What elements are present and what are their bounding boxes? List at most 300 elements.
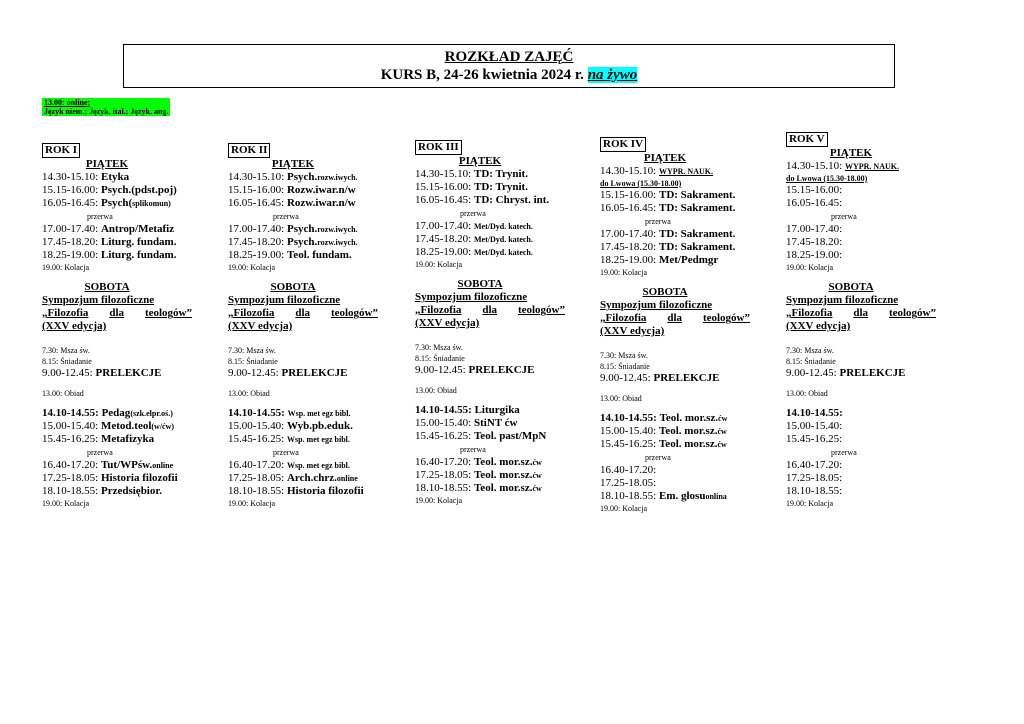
slot-time: 16.40-17.20: <box>228 459 285 471</box>
spacer <box>786 399 956 407</box>
slot-time: 18.10-18.55: <box>42 485 99 497</box>
slot-subject: Antrop/Metafiz <box>100 223 175 235</box>
slot-subject: Metafizyka <box>100 433 155 445</box>
lunch-label: 13.00: Obiad <box>415 386 457 395</box>
schedule-slot <box>228 184 398 197</box>
symposium-name <box>600 312 750 325</box>
slot-time: 14.10-14.55: <box>415 404 472 416</box>
supper-label: 19.00: Kolacja <box>228 263 276 272</box>
slot-time: 16.40-17.20: <box>786 459 843 471</box>
break-label: przerwa <box>831 448 857 457</box>
symposium-name-part: dla <box>295 307 311 319</box>
slot-note: rozw.iwych. <box>317 238 358 247</box>
schedule-slot <box>786 485 956 498</box>
spacer <box>228 333 398 345</box>
slot-time: 16.40-17.20: <box>415 456 472 468</box>
year-label: ROK V <box>786 132 828 147</box>
break-label: przerwa <box>460 209 486 218</box>
schedule-slot <box>42 420 212 433</box>
symposium-name-part: teologów” <box>144 307 192 319</box>
schedule-slot <box>228 459 398 472</box>
schedule-slot <box>415 469 585 482</box>
slot-time: 15.15-16.00: <box>415 181 472 193</box>
symposium-edition: (XXV edycja) <box>228 320 293 332</box>
slot-time: 14.10-14.55: <box>228 407 285 419</box>
slot-time: 15.15-16.00: <box>228 184 285 196</box>
slot-time: 18.25-19.00: <box>228 249 285 261</box>
page-subtitle: KURS B, 24-26 kwietnia 2024 r. na żywo <box>380 67 638 83</box>
slot-time: 15.45-16.25: <box>42 433 99 445</box>
schedule-slot <box>228 485 398 498</box>
slot-time: 17.45-18.20: <box>600 241 657 253</box>
saturday-heading: SOBOTA <box>642 286 688 298</box>
schedule-slot <box>786 472 956 485</box>
symposium-name-part: teologów” <box>702 312 750 324</box>
schedule-slot <box>228 472 398 485</box>
schedule-slot <box>600 477 770 490</box>
break-label: przerwa <box>273 448 299 457</box>
slot-note: splikomun) <box>132 199 171 208</box>
spacer <box>42 399 212 407</box>
schedule-slot <box>415 233 585 246</box>
slot-time: 16.05-16.45: <box>228 197 285 209</box>
schedule-slot <box>42 171 212 184</box>
symposium-name <box>42 307 192 320</box>
year-column-5 <box>786 132 956 509</box>
slot-time: 14.30-15.10: <box>42 171 99 183</box>
slot-subject: TD: Sakrament. <box>658 202 736 214</box>
slot-note: Wsp. met egz bibl. <box>287 409 351 418</box>
schedule-slot <box>42 223 212 236</box>
schedule-slot <box>42 407 212 420</box>
slot-subject: TD: Trynit. <box>473 181 528 193</box>
slot-time: 17.25-18.05: <box>600 477 657 489</box>
break-label: przerwa <box>831 212 857 221</box>
slot-time: 14.10-14.55: <box>786 407 843 419</box>
slot-time: 18.25-19.00: <box>42 249 99 261</box>
lunch-label: 13.00: Obiad <box>228 389 270 398</box>
slot-note: Met/Dyd. katech. <box>473 248 533 257</box>
slot-time: 15.00-15.40: <box>786 420 843 432</box>
slot-subject: Psych( <box>100 197 133 209</box>
slot-subject: Teol. mor.sz. <box>473 469 533 481</box>
spacer <box>600 385 770 393</box>
lectures-time: 9.00-12.45: <box>415 364 466 376</box>
slot-time: 15.15-16.00: <box>600 189 657 201</box>
supper-label: 19.00: Kolacja <box>228 499 276 508</box>
slot-note: WYPR. NAUK. <box>658 167 713 176</box>
spacer <box>228 399 398 407</box>
lunch-label: 13.00: Obiad <box>786 389 828 398</box>
saturday-heading: SOBOTA <box>84 281 130 293</box>
online-note <box>42 98 170 116</box>
schedule-slot <box>415 220 585 233</box>
slot-note: ćw <box>532 484 542 493</box>
slot-note: (w/ćw) <box>151 422 175 431</box>
break-label: przerwa <box>273 212 299 221</box>
slot-time: 14.10-14.55: <box>600 412 657 424</box>
schedule-slot <box>228 249 398 262</box>
slot-time: 15.00-15.40: <box>415 417 472 429</box>
slot-time: 18.25-19.00: <box>786 249 843 261</box>
schedule-slot <box>42 236 212 249</box>
schedule-slot <box>786 420 956 433</box>
spacer <box>42 333 212 345</box>
symposium-edition: (XXV edycja) <box>786 320 851 332</box>
schedule-slot <box>228 433 398 446</box>
schedule-slot <box>42 433 212 446</box>
schedule-slot <box>415 194 585 207</box>
schedule-slot <box>228 236 398 249</box>
year-label: ROK III <box>415 140 462 155</box>
slot-subject: Teol. mor.sz. <box>658 425 718 437</box>
lectures-time: 9.00-12.45: <box>42 367 93 379</box>
lectures-time: 9.00-12.45: <box>786 367 837 379</box>
break-label: przerwa <box>87 212 113 221</box>
supper-label: 19.00: Kolacja <box>42 499 90 508</box>
schedule-slot <box>600 464 770 477</box>
slot-note: rozw.iwych. <box>317 173 358 182</box>
schedule-slot <box>415 482 585 495</box>
slot-time: 15.45-16.25: <box>786 433 843 445</box>
schedule-slot <box>600 490 770 503</box>
slot-note: (szk.elpr.oś.) <box>130 409 173 418</box>
slot-subject: Teol. past/MpN <box>473 430 547 442</box>
spacer <box>415 377 585 385</box>
supper-label: 19.00: Kolacja <box>415 496 463 505</box>
breakfast-label: 8.15: Śniadanie <box>228 357 278 366</box>
slot-subject: Etyka <box>100 171 130 183</box>
spacer <box>42 380 212 388</box>
slot-subject: Teol. mor.sz. <box>659 412 719 424</box>
spacer <box>600 338 770 350</box>
year-column-2 <box>228 143 398 509</box>
slot-note: rozw.iwych. <box>317 225 358 234</box>
schedule-slot <box>600 165 770 178</box>
schedule-slot <box>786 459 956 472</box>
break-label: przerwa <box>645 453 671 462</box>
spacer <box>786 380 956 388</box>
lectures-time: 9.00-12.45: <box>600 372 651 384</box>
schedule-slot <box>42 472 212 485</box>
spacer <box>228 380 398 388</box>
symposium-title: Sympozjum filozoficzne <box>600 299 713 311</box>
lectures-label: PRELEKCJE <box>95 367 162 379</box>
slot-subject: Rozw.iwar.n/w <box>286 197 356 209</box>
slot-time: 16.40-17.20: <box>600 464 657 476</box>
lectures-label: PRELEKCJE <box>468 364 535 376</box>
schedule-slot <box>228 420 398 433</box>
supper-label: 19.00: Kolacja <box>786 499 834 508</box>
schedule-slot <box>600 241 770 254</box>
friday-heading: PIĄTEK <box>643 152 687 164</box>
slot-subject: Psych. <box>286 236 318 248</box>
slot-note: onlina <box>705 492 727 501</box>
spacer <box>42 273 212 281</box>
year-column-4 <box>600 137 770 514</box>
symposium-name-part: dla <box>667 312 683 324</box>
symposium-title: Sympozjum filozoficzne <box>42 294 155 306</box>
slot-subject: Arch.chrz. <box>286 472 337 484</box>
schedule-slot <box>42 197 212 210</box>
slot-time: 18.10-18.55: <box>786 485 843 497</box>
symposium-name <box>228 307 378 320</box>
slot-subject: Teol. mor.sz. <box>473 456 533 468</box>
trip-note: do Lwowa (15.30-18.00) <box>786 174 868 183</box>
slot-note: Met/Dyd. katech. <box>473 235 533 244</box>
slot-subject: Tut/WPśw. <box>100 459 153 471</box>
symposium-name <box>415 304 565 317</box>
slot-time: 15.00-15.40: <box>600 425 657 437</box>
symposium-name-part: teologów” <box>888 307 936 319</box>
lectures-line <box>600 372 770 385</box>
slot-subject: Historia filozofii <box>286 485 364 497</box>
supper-label: 19.00: Kolacja <box>600 504 648 513</box>
year-label: ROK IV <box>600 137 646 152</box>
slot-time: 18.10-18.55: <box>228 485 285 497</box>
spacer <box>228 273 398 281</box>
slot-time: 14.30-15.10: <box>228 171 285 183</box>
lectures-line <box>228 367 398 380</box>
slot-subject: Wyb.pb.eduk. <box>286 420 353 432</box>
breakfast-label: 8.15: Śniadanie <box>600 362 650 371</box>
slot-subject: Rozw.iwar.n/w <box>286 184 356 196</box>
slot-time: 16.05-16.45: <box>42 197 99 209</box>
symposium-title: Sympozjum filozoficzne <box>415 291 528 303</box>
slot-subject: Teol. fundam. <box>286 249 352 261</box>
spacer <box>415 396 585 404</box>
slot-subject: Em. głosu <box>658 490 706 502</box>
slot-note: Wsp. met egz bibl. <box>286 435 350 444</box>
slot-subject: Liturg. fundam. <box>100 236 177 248</box>
slot-time: 15.45-16.25: <box>600 438 657 450</box>
slot-time: 14.30-15.10: <box>600 165 657 177</box>
schedule-slot <box>415 168 585 181</box>
schedule-slot <box>786 184 956 197</box>
break-label: przerwa <box>87 448 113 457</box>
symposium-name-part: dla <box>482 304 498 316</box>
year-label: ROK II <box>228 143 270 158</box>
slot-time: 16.05-16.45: <box>786 197 843 209</box>
slot-time: 16.05-16.45: <box>600 202 657 214</box>
slot-time: 16.05-16.45: <box>415 194 472 206</box>
slot-time: 16.40-17.20: <box>42 459 99 471</box>
schedule-slot <box>600 412 770 425</box>
slot-time: 17.00-17.40: <box>786 223 843 235</box>
slot-time: 17.00-17.40: <box>600 228 657 240</box>
year-column-1 <box>42 143 212 509</box>
slot-time: 17.25-18.05: <box>228 472 285 484</box>
symposium-name-part: teologów” <box>517 304 565 316</box>
slot-time: 17.25-18.05: <box>42 472 99 484</box>
slot-subject: TD: Sakrament. <box>658 228 736 240</box>
slot-note: online <box>336 474 358 483</box>
slot-time: 17.00-17.40: <box>228 223 285 235</box>
slot-subject: Metod.teol <box>100 420 152 432</box>
slot-time: 17.25-18.05: <box>415 469 472 481</box>
supper-label: 19.00: Kolacja <box>600 268 648 277</box>
slot-time: 18.25-19.00: <box>600 254 657 266</box>
slot-time: 15.15-16.00: <box>786 184 843 196</box>
friday-heading: PIĄTEK <box>271 158 315 170</box>
symposium-name-part: teologów” <box>330 307 378 319</box>
slot-subject: Psych.(pdst.poj) <box>100 184 177 196</box>
break-label: przerwa <box>645 217 671 226</box>
slot-subject: TD: Chryst. int. <box>473 194 550 206</box>
slot-subject: TD: Trynit. <box>473 168 528 180</box>
saturday-heading: SOBOTA <box>270 281 316 293</box>
symposium-name-part: „Filozofia <box>786 307 833 319</box>
slot-note: online <box>152 461 174 470</box>
slot-subject: Pedag <box>101 407 131 419</box>
online-note-time: 13.00: online: <box>44 98 91 107</box>
slot-time: 17.45-18.20: <box>415 233 472 245</box>
breakfast-label: 8.15: Śniadanie <box>415 354 465 363</box>
slot-subject: Liturg. fundam. <box>100 249 177 261</box>
slot-note: Met/Dyd. katech. <box>473 222 533 231</box>
slot-time: 17.45-18.20: <box>228 236 285 248</box>
spacer <box>786 333 956 345</box>
schedule-slot <box>600 228 770 241</box>
saturday-heading: SOBOTA <box>828 281 874 293</box>
slot-time: 15.00-15.40: <box>228 420 285 432</box>
supper-label: 19.00: Kolacja <box>786 263 834 272</box>
lectures-label: PRELEKCJE <box>281 367 348 379</box>
schedule-slot <box>415 417 585 430</box>
online-note-languages: Język niem.; Język. ital.; Język. ang. <box>44 107 169 116</box>
schedule-slot <box>415 181 585 194</box>
schedule-slot <box>228 197 398 210</box>
lectures-label: PRELEKCJE <box>653 372 720 384</box>
schedule-slot <box>786 433 956 446</box>
saturday-heading: SOBOTA <box>457 278 503 290</box>
symposium-name-part: „Filozofia <box>415 304 462 316</box>
supper-label: 19.00: Kolacja <box>415 260 463 269</box>
slot-subject: StiNT ćw <box>473 417 518 429</box>
schedule-slot <box>415 456 585 469</box>
schedule-header <box>123 44 895 88</box>
mass-label: 7.30: Msza św. <box>600 351 648 360</box>
mass-label: 7.30: Msza św. <box>415 343 463 352</box>
break-label: przerwa <box>460 445 486 454</box>
symposium-name-part: „Filozofia <box>600 312 647 324</box>
schedule-slot <box>786 236 956 249</box>
slot-time: 17.45-18.20: <box>42 236 99 248</box>
lectures-time: 9.00-12.45: <box>228 367 279 379</box>
slot-time: 18.10-18.55: <box>600 490 657 502</box>
schedule-slot <box>42 459 212 472</box>
trip-note: do Lwowa (15.30-18.00) <box>600 179 682 188</box>
slot-note: ćw <box>717 440 727 449</box>
spacer <box>415 270 585 278</box>
slot-subject: Teol. mor.sz. <box>658 438 718 450</box>
breakfast-label: 8.15: Śniadanie <box>786 357 836 366</box>
slot-subject: Teol. mor.sz. <box>473 482 533 494</box>
friday-heading: PIĄTEK <box>829 147 873 159</box>
slot-note: ćw <box>532 471 542 480</box>
symposium-edition: (XXV edycja) <box>600 325 665 337</box>
schedule-slot <box>786 160 956 173</box>
slot-time: 15.00-15.40: <box>42 420 99 432</box>
mass-label: 7.30: Msza św. <box>228 346 276 355</box>
slot-note: ćw <box>532 458 542 467</box>
schedule-slot <box>786 249 956 262</box>
lunch-label: 13.00: Obiad <box>600 394 642 403</box>
schedule-slot <box>415 404 585 417</box>
schedule-slot <box>600 202 770 215</box>
schedule-slot <box>786 197 956 210</box>
slot-time: 15.45-16.25: <box>415 430 472 442</box>
symposium-edition: (XXV edycja) <box>415 317 480 329</box>
slot-time: 15.15-16.00: <box>42 184 99 196</box>
schedule-slot <box>600 254 770 267</box>
slot-subject: Przedsiębior. <box>100 485 162 497</box>
slot-subject: Psych. <box>286 223 318 235</box>
schedule-slot <box>228 407 398 420</box>
slot-note: ćw <box>717 427 727 436</box>
live-badge: na żywo <box>587 67 638 83</box>
spacer <box>786 273 956 281</box>
slot-time: 17.00-17.40: <box>415 220 472 232</box>
lectures-label: PRELEKCJE <box>839 367 906 379</box>
year-column-3 <box>415 140 585 506</box>
schedule-slot <box>786 407 956 420</box>
supper-label: 19.00: Kolacja <box>42 263 90 272</box>
schedule-slot <box>786 223 956 236</box>
breakfast-label: 8.15: Śniadanie <box>42 357 92 366</box>
slot-subject: TD: Sakrament. <box>658 241 736 253</box>
slot-time: 17.25-18.05: <box>786 472 843 484</box>
symposium-name-part: dla <box>853 307 869 319</box>
mass-label: 7.30: Msza św. <box>42 346 90 355</box>
lectures-line <box>786 367 956 380</box>
slot-note: Wsp. met egz bibl. <box>286 461 350 470</box>
schedule-slot <box>42 184 212 197</box>
slot-time: 17.00-17.40: <box>42 223 99 235</box>
slot-subject: Historia filozofii <box>100 472 178 484</box>
slot-subject: Psych. <box>286 171 318 183</box>
slot-note: WYPR. NAUK. <box>844 162 899 171</box>
slot-time: 14.10-14.55: <box>42 407 99 419</box>
schedule-slot <box>600 189 770 202</box>
symposium-name-part: dla <box>109 307 125 319</box>
schedule-slot <box>600 425 770 438</box>
lectures-line <box>415 364 585 377</box>
symposium-name <box>786 307 936 320</box>
slot-note: ćw <box>718 414 728 423</box>
slot-subject: TD: Sakrament. <box>658 189 736 201</box>
symposium-title: Sympozjum filozoficzne <box>786 294 899 306</box>
lunch-label: 13.00: Obiad <box>42 389 84 398</box>
page-title: ROZKŁAD ZAJĘĆ <box>444 49 574 65</box>
slot-time: 15.45-16.25: <box>228 433 285 445</box>
symposium-edition: (XXV edycja) <box>42 320 107 332</box>
schedule-slot <box>415 430 585 443</box>
slot-time: 18.10-18.55: <box>415 482 472 494</box>
slot-subject: Liturgika <box>474 404 520 416</box>
schedule-slot <box>228 171 398 184</box>
spacer <box>600 278 770 286</box>
schedule-slot <box>42 485 212 498</box>
schedule-slot <box>228 223 398 236</box>
slot-time: 17.45-18.20: <box>786 236 843 248</box>
spacer <box>600 404 770 412</box>
symposium-name-part: „Filozofia <box>42 307 89 319</box>
slot-time: 18.25-19.00: <box>415 246 472 258</box>
symposium-title: Sympozjum filozoficzne <box>228 294 341 306</box>
slot-time: 14.30-15.10: <box>415 168 472 180</box>
friday-heading: PIĄTEK <box>458 155 502 167</box>
